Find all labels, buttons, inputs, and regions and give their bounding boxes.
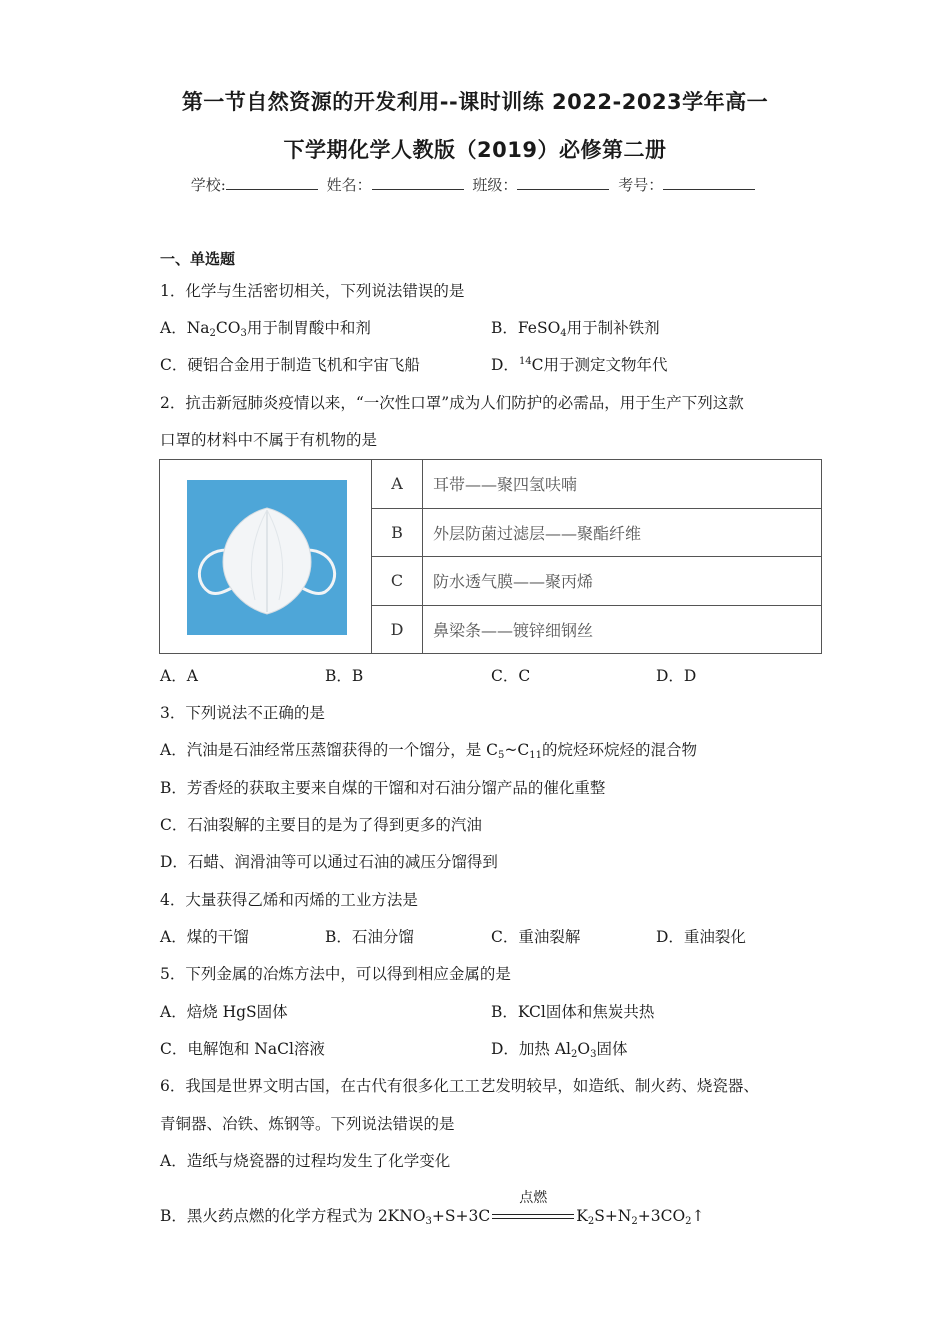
q6-stem-line1: 6．我国是世界文明古国，在古代有很多化工工艺发明较早，如造纸、制火药、烧瓷器、 xyxy=(160,1077,759,1095)
q5-stem: 5．下列金属的冶炼方法中，可以得到相应金属的是 xyxy=(160,965,511,983)
row-c-letter: C xyxy=(372,557,423,606)
q5-option-c: C．电解饱和 NaCl溶液 xyxy=(160,1040,325,1058)
row-a-letter: A xyxy=(372,460,423,509)
q4-option-d: D．重油裂化 xyxy=(656,928,746,946)
q5-option-d: D．加热 $Al_2O_3$固体 xyxy=(491,1040,628,1060)
doc-title-line2: 下学期化学人教版（2019）必修第二册 xyxy=(283,138,667,162)
q2-option-b: B．B xyxy=(325,667,364,685)
class-label: 班级： xyxy=(472,176,518,194)
reaction-condition-arrow xyxy=(492,1190,574,1227)
row-d-text: 鼻梁条——镀锌细钢丝 xyxy=(423,605,822,654)
q4-stem: 4．大量获得乙烯和丙烯的工业方法是 xyxy=(160,891,418,909)
school-blank[interactable] xyxy=(226,176,318,190)
mask-image-cell xyxy=(160,460,372,654)
q2-option-a: A．A xyxy=(160,667,198,685)
q5-option-a: A．焙烧 HgS固体 xyxy=(160,1003,288,1021)
q6-option-a: A．造纸与烧瓷器的过程均发生了化学变化 xyxy=(160,1152,451,1170)
name-label: 姓名： xyxy=(326,176,372,194)
class-blank[interactable] xyxy=(517,176,609,190)
q6-option-b: B．黑火药点燃的化学方程式为 $2KNO_3+S+3C$ 点燃 $K_2S+N_2+3CO_2↑$ xyxy=(160,1190,705,1227)
q4-option-b: B．石油分馏 xyxy=(325,928,414,946)
q3-option-c: C．石油裂解的主要目的是为了得到更多的汽油 xyxy=(160,816,482,834)
q2-stem-line1: 2．抗击新冠肺炎疫情以来，“一次性口罩”成为人们防护的必需品，用于生产下列这款 xyxy=(160,394,744,412)
exam-no-label: 考号： xyxy=(618,176,664,194)
q1-option-d: D．$^{14}$C用于测定文物年代 xyxy=(491,356,668,374)
row-d-letter: D xyxy=(372,605,423,654)
row-b-letter: B xyxy=(372,508,423,557)
q3-option-b: B．芳香烃的获取主要来自煤的干馏和对石油分馏产品的催化重整 xyxy=(160,779,606,797)
q1-option-c: C．硬铝合金用于制造飞机和宇宙飞船 xyxy=(160,356,420,374)
mask-photo xyxy=(187,480,347,635)
row-a-text: 耳带——聚四氢呋喃 xyxy=(423,460,822,509)
row-b-text: 外层防菌过滤层——聚酯纤维 xyxy=(423,508,822,557)
section-heading: 一、单选题 xyxy=(160,250,236,268)
reaction-condition-label: 点燃 xyxy=(519,1190,548,1206)
row-c-text: 防水透气膜——聚丙烯 xyxy=(423,557,822,606)
doc-title-line1: 第一节自然资源的开发利用--课时训练 2022-2023学年高一 xyxy=(181,90,769,114)
q4-option-c: C．重油裂解 xyxy=(491,928,581,946)
name-blank[interactable] xyxy=(372,176,464,190)
q1-option-a: A．$Na_2CO_3$用于制胃酸中和剂 xyxy=(160,319,371,339)
q6-stem-line2: 青铜器、冶铁、炼钢等。下列说法错误的是 xyxy=(160,1115,455,1133)
q5-option-b: B．KCl固体和焦炭共热 xyxy=(491,1003,655,1021)
school-label: 学校: xyxy=(190,176,226,194)
q2-stem-line2: 口罩的材料中不属于有机物的是 xyxy=(160,431,378,449)
exam-no-blank[interactable] xyxy=(663,176,755,190)
q1-option-b: B．FeSO$_4$用于制补铁剂 xyxy=(491,319,660,339)
mask-materials-table xyxy=(159,459,822,654)
q2-option-d: D．D xyxy=(656,667,697,685)
q3-stem: 3．下列说法不正确的是 xyxy=(160,704,325,722)
q1-stem: 1．化学与生活密切相关，下列说法错误的是 xyxy=(160,282,465,300)
q4-option-a: A．煤的干馏 xyxy=(160,928,249,946)
q2-option-c: C．C xyxy=(491,667,531,685)
face-mask-icon xyxy=(187,480,347,635)
q3-option-a: A．汽油是石油经常压蒸馏获得的一个馏分，是 $C_5\sim C_{11}$的烷烃环烷烃的混合物 xyxy=(160,741,697,761)
q3-option-d: D．石蜡、润滑油等可以通过石油的减压分馏得到 xyxy=(160,853,498,871)
student-info-row xyxy=(0,174,950,195)
